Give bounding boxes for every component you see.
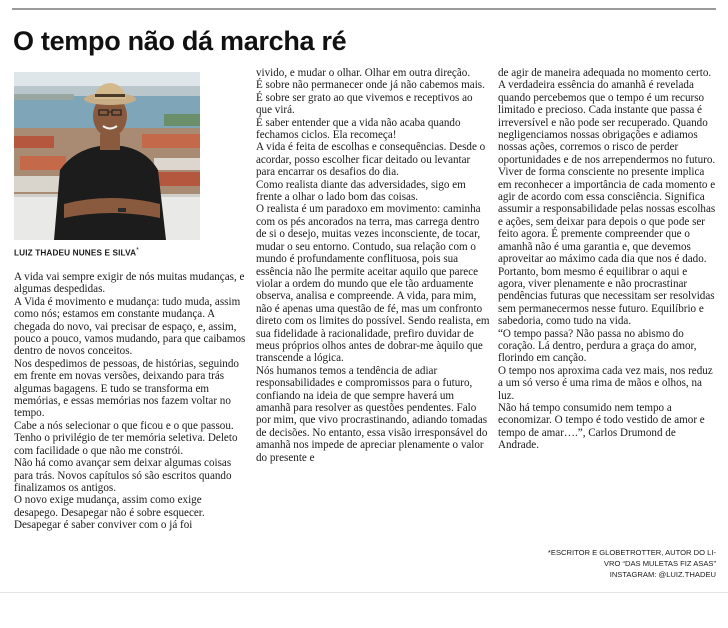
bottom-divider — [0, 592, 728, 593]
paragraph: vivido, e mudar o olhar. Olhar em outra direção. — [256, 67, 471, 79]
column-1 — [14, 271, 248, 532]
paragraph: Portanto, bom mesmo é equilibrar o aqui e agora, viver plenamente e não procrastinar pendências futuras que necessitam ser resolvidas sem permanecermos nesse futuro. Equilíbrio e sabedoria, como tudo na vida. — [498, 265, 715, 328]
bio-line: *ESCRITOR E GLOBETROTTER, AUTOR DO LI- — [547, 548, 716, 557]
paragraph: É saber entender que a vida não acaba quando fechamos ciclos. Ela recomeça! — [256, 116, 461, 142]
paragraph: A vida é feita de escolhas e consequências. Desde o acordar, posso escolher ficar deitado ou levantar para encarrar os desafios do dia. — [256, 141, 486, 179]
paragraph: O novo exige mudança, assim como exige desapego. Desapegar não é sobre esquecer. Desapegar é saber conviver com o já foi — [14, 494, 205, 532]
author-bio — [498, 547, 716, 580]
author-photo — [14, 72, 200, 240]
paragraph: Viver de forma consciente no presente implica em reconhecer a importância de cada momento e agir de acordo com essa consciência. Significa assumir a responsabilidade pelas nossas escolhas e ações, sem deixar para depois o que pode ser feito agora. É premente compreender que o amanhã não é uma garantia e, que devemos aproveitar ao máximo cada dia que nos é dado. — [498, 166, 716, 266]
paragraph: Nós humanos temos a tendência de adiar responsabilidades e compromissos para o futuro, confiando na ideia de que sempre haverá um amanhã para resolver as questões pendentes. Falo por mim, que vivo procrastinando, adiando tomadas de decisões. No entanto, essa visão irresponsável do amanhã nos impede de apreciar plenamente o valor do presente e — [256, 364, 488, 464]
paragraph: O tempo nos aproxima cada vez mais, nos reduz a um só verso é uma rima de mãos e olhos, na luz. — [498, 364, 713, 402]
paragraph: Como realista diante das adversidades, sigo em frente a olhar o lado bom das coisas. — [256, 178, 466, 204]
paragraph: A Vida é movimento e mudança: tudo muda, assim como nós; estamos em constante mudança. A chegada do novo, vai precisar de espaço, e, assim, pouco a pouco, vamos mudando, para que caibamos dentro de novos conceitos. — [14, 295, 246, 358]
author-footnote-mark: * — [136, 247, 140, 254]
author-name: LUIZ THADEU NUNES E SILVA — [14, 248, 137, 258]
article-headline: O tempo não dá marcha ré — [13, 26, 347, 56]
paragraph: “O tempo passa? Não passa no abismo do coração. Lá dentro, perdura a graça do amor, florindo em canção. — [498, 327, 697, 365]
paragraph: de agir de maneira adequada no momento certo. — [498, 67, 712, 79]
bio-instagram: INSTAGRAM: @LUIZ.THADEU — [609, 570, 716, 579]
column-2 — [256, 67, 490, 464]
top-divider — [12, 8, 716, 10]
author-credit — [14, 247, 139, 258]
paragraph: Nos despedimos de pessoas, de histórias, seguindo em frente em novas versões, deixando para trás algumas bagagens. E tudo se transforma em memórias, e essas memórias nos fazem voltar no tempo. — [14, 357, 239, 420]
paragraph: A vida vai sempre exigir de nós muitas mudanças, e algumas despedidas. — [14, 271, 245, 296]
paragraph: Cabe a nós selecionar o que ficou e o que passou. Tenho o privilégio de ter memória seletiva. Deleto com facilidade o que não me constrói. — [14, 419, 238, 457]
column-3 — [498, 67, 716, 452]
paragraph: Não há tempo consumido nem tempo a economizar. O tempo é todo vestido de amor e tempo de amar….”, Carlos Drumond de Andrade. — [498, 401, 705, 452]
paragraph: É sobre não permanecer onde já não cabemos mais. É sobre ser grato ao que vivemos e receptivos ao que virá. — [256, 79, 485, 117]
paragraph: Não há como avançar sem deixar algumas coisas para trás. Novos capítulos só são escritos quando finalizamos os antigos. — [14, 457, 232, 494]
paragraph: O realista é um paradoxo em movimento: caminha com os pés ancorados na terra, mas carrega dentro de si o desejo, muitas vezes inconsciente, de tocar, mudar o seu entorno. Contudo, sua relação com o mundo é profundamente conflituosa, pois sua essência não lhe permite aceitar aquilo que parece violar a ordem do mundo que ele tão arduamente observa, analisa e compreende. A vida, para mim, não é apenas uma questão de fé, mas um confronto direto com os limites do possível. Sendo realista, em sua fidelidade à racionalidade, prefiro duvidar de meus próprios olhos antes de dobrar-me àquilo que transcende a lógica. — [256, 203, 490, 365]
paragraph: A verdadeira essência do amanhã é revelada quando percebemos que o tempo é um recurso limitado e precioso. Cada instante que passa é irreversível e não pode ser recuperado. Quando negligenciamos nossas obrigações e adiamos nossas ações, corremos o risco de perder oportunidades e de nos arrependermos no futuro. — [498, 79, 716, 166]
bio-line: VRO “DAS MULETAS FIZ ASAS” — [603, 559, 716, 568]
